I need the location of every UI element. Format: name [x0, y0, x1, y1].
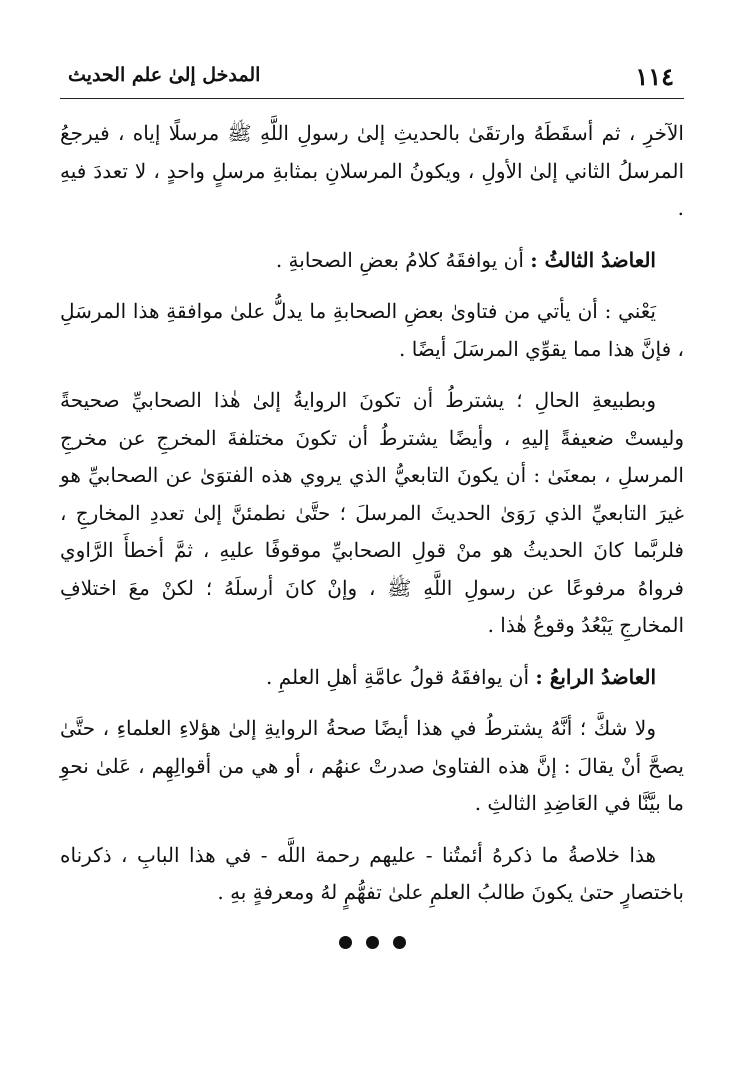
page-number: ١١٤: [635, 62, 674, 91]
paragraph-text: أن يوافقَهُ كلامُ بعضِ الصحابةِ .: [275, 247, 531, 272]
paragraph: [60, 115, 684, 228]
paragraph-text: يَعْني : أن يأتي من فتاوىٰ بعضِ الصحابةِ ما يدلُّ علىٰ موافقةِ هذا المرسَلِ ، فإنَّ هذا مما يقوِّي المرسَلَ أيضًا .: [60, 299, 684, 361]
paragraph: [60, 293, 684, 368]
paragraph-lead: العاضدُ الرابعُ :: [535, 664, 656, 689]
section-end-ornament: [60, 930, 684, 955]
page-header: [60, 58, 684, 99]
paragraph: [60, 710, 684, 823]
paragraph-text: وبطبيعةِ الحالِ ؛ يشترطُ أن تكونَ الروايةُ إلىٰ هٰذا الصحابيِّ صحيحةً وليستْ ضعيفةً إليهِ ، وأيضًا يشترطُ أن تكونَ مختلفةَ المخرجِ عن مخرجِ المرسلِ ، بمعنَىٰ : أن يكونَ التابعيُّ الذي يروي هذه الفتوَىٰ عن الصحابيِّ هو غيرَ التابعيِّ الذي رَوَىٰ الحديثَ المرسلَ ؛ حتَّىٰ نطمئنَّ إلىٰ تعددِ المخارجِ ، فلربَّما كانَ الحديثُ هو منْ قولِ الصحابيِّ موقوفًا عليهِ ، ثمَّ أخطأَ الرَّاوي فرواهُ مرفوعًا عن رسولِ اللَّهِ ﷺ ، وإنْ كانَ أرسلَهُ ؛ لكنْ معَ اختلافِ المخارجِ يَبْعُدُ وقوعُ هٰذا .: [60, 388, 684, 637]
paragraph: [60, 242, 684, 280]
paragraph-lead: العاضدُ الثالثُ :: [530, 247, 656, 272]
ornament-dot-icon: [339, 936, 352, 949]
paragraph-text: أن يوافقَهُ قولُ عامَّةِ أهلِ العلمِ .: [266, 664, 536, 689]
ornament-dot-icon: [366, 936, 379, 949]
paragraph: [60, 382, 684, 645]
page-body: [60, 99, 684, 955]
paragraph-text: ولا شكَّ ؛ أنَّهُ يشترطُ في هذا أيضًا صحةُ الروايةِ إلىٰ هؤلاءِ العلماءِ ، حتَّىٰ يصحَّ أنْ يقالَ : إنَّ هذه الفتاوىٰ صدرتْ عنهُم ، أو هي من أقوالِهِم ، عَلىٰ نحوِ ما بيَّنَّا في العَاضِدِ الثالثِ .: [60, 716, 684, 815]
paragraph-text: الآخرِ ، ثم أسقَطَهُ وارتقَىٰ بالحديثِ إلىٰ رسولِ اللَّهِ ﷺ مرسلًا إياه ، فيرجعُ المرسلُ الثاني إلىٰ الأولِ ، ويكونُ المرسلانِ بمثابةِ مرسلٍ واحدٍ ، لا تعددَ فيهِ .: [60, 121, 684, 220]
running-title: المدخل إلىٰ علم الحديث: [68, 64, 261, 86]
paragraph: [60, 837, 684, 912]
book-page: [60, 58, 684, 1038]
paragraph-text: هذا خلاصةُ ما ذكرهُ أئمتُنا - عليهم رحمة اللَّه - في هذا البابِ ، ذكرناه باختصارٍ حتىٰ يكونَ طالبُ العلمِ علىٰ تفهُّمٍ لهُ ومعرفةٍ بهِ .: [60, 842, 684, 904]
ornament-dot-icon: [393, 936, 406, 949]
paragraph: [60, 659, 684, 697]
